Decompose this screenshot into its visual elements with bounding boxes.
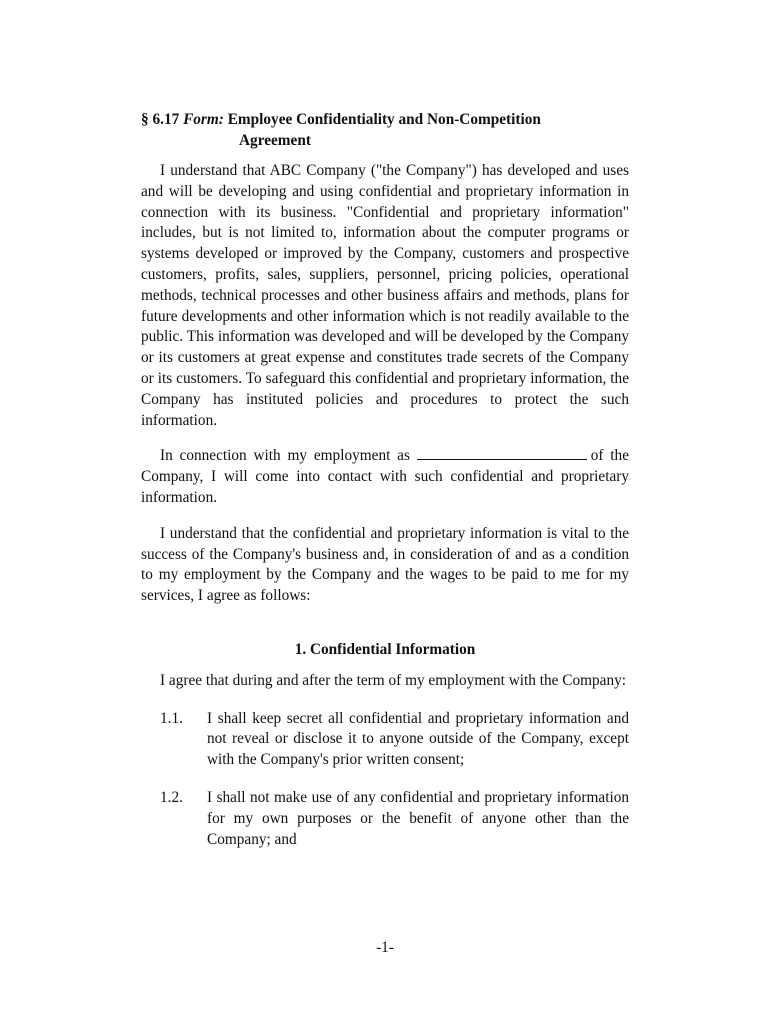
section-number: § 6.17 bbox=[141, 111, 180, 128]
paragraph-employment-rest: of the Company, I will come into contact with such confidential and proprietary information. bbox=[141, 447, 629, 506]
list-item-text: I shall not make use of any confidential and proprietary information for my own purposes or the benefit of anyone other than the Company; and bbox=[207, 788, 629, 848]
paragraph-employment-position bbox=[141, 446, 629, 508]
form-label: Form: bbox=[183, 111, 224, 128]
list-item bbox=[141, 709, 629, 771]
heading-title-line2: Agreement bbox=[239, 131, 311, 149]
heading-title-line1: Employee Confidentiality and Non-Competition bbox=[227, 111, 541, 128]
position-blank-line bbox=[417, 447, 587, 460]
paragraph-consideration: I understand that the confidential and proprietary information is vital to the success of the Company's business and, in consideration of and as a condition to my employment by the Company and the wages to be paid to me for my services, I agree as follows: bbox=[141, 524, 629, 605]
list-item bbox=[141, 788, 629, 850]
section-intro: I agree that during and after the term of my employment with the Company: bbox=[160, 671, 626, 689]
document-heading bbox=[141, 110, 629, 151]
page-number: -1- bbox=[376, 939, 394, 956]
document-page bbox=[141, 110, 629, 850]
paragraph-employment-lead: In connection with my employment as bbox=[160, 447, 410, 465]
paragraph-confidential-definition: I understand that ABC Company ("the Company") has developed and uses and will be developing and using confidential and proprietary information in connection with its business. "Confidential and proprietary information" includes, but is not limited to, information about the computer programs or systems developed or improved by the Company, customers and prospective customers, profits, sales, suppliers, personnel, pricing policies, operational methods, technical processes and other business affairs and methods, plans for future developments and other information which is not readily available to the public. This information was developed and will be developed by the Company or its customers at great expense and constitutes trade secrets of the Company or its customers. To safeguard this confidential and proprietary information, the Company has instituted policies and procedures to protect the such information. bbox=[141, 162, 629, 429]
list-item-text: I shall keep secret all confidential and proprietary information and not reveal or disclose it to anyone outside of the Company, except with the Company's prior written consent; bbox=[207, 709, 629, 769]
list-item-number: 1.2. bbox=[160, 788, 183, 806]
list-item-number: 1.1. bbox=[160, 709, 183, 727]
section-title-confidential-information: 1. Confidential Information bbox=[294, 640, 476, 658]
